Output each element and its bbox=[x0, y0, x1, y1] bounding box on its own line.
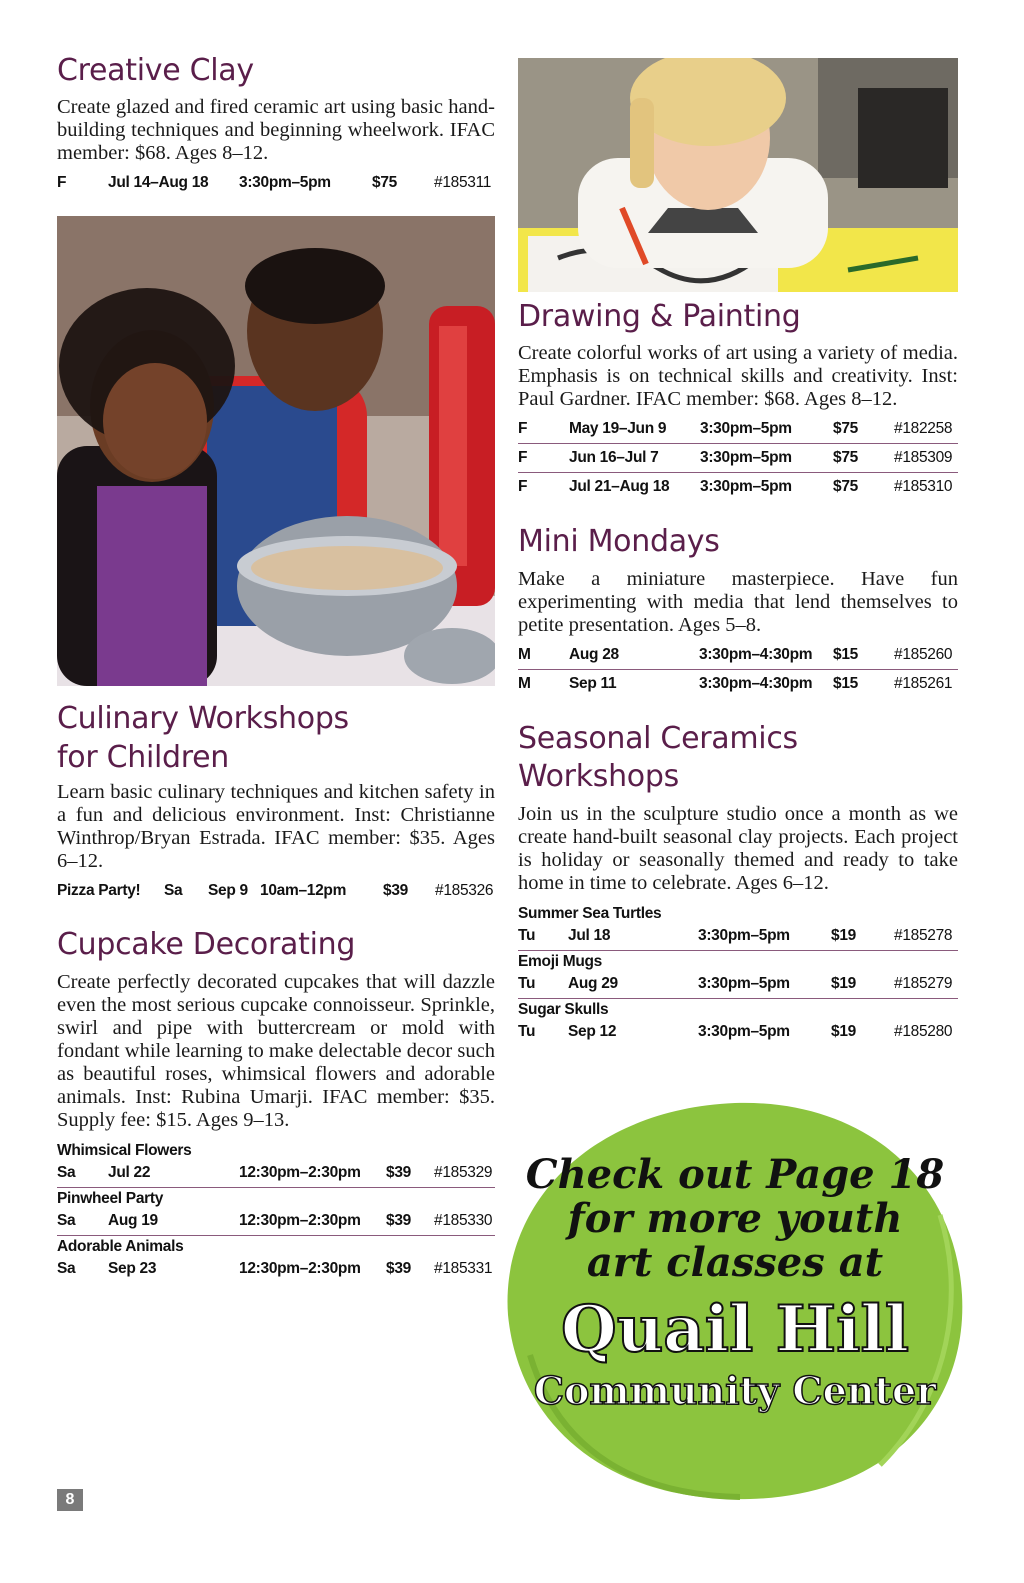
course-code: #185279 bbox=[894, 975, 953, 993]
day: M bbox=[518, 645, 531, 663]
table-row bbox=[57, 1160, 495, 1188]
workshop-name: Whimsical Flowers bbox=[57, 1141, 192, 1159]
table-row bbox=[518, 923, 958, 951]
time: 3:30pm–5pm bbox=[700, 449, 792, 467]
kids-cooking-photo bbox=[57, 216, 495, 686]
time: 12:30pm–2:30pm bbox=[239, 1260, 361, 1278]
workshop-name-row bbox=[57, 1188, 495, 1208]
table-row bbox=[518, 473, 958, 501]
date: Aug 29 bbox=[568, 975, 618, 993]
workshop-name-row bbox=[57, 1236, 495, 1256]
child-drawing-photo bbox=[518, 58, 958, 292]
price: $19 bbox=[831, 975, 856, 993]
day: Tu bbox=[518, 975, 536, 993]
price: $39 bbox=[386, 1212, 411, 1230]
promo-line4: Quail Hill bbox=[560, 1292, 910, 1367]
date: Aug 19 bbox=[108, 1212, 158, 1230]
promo-line3: art classes at bbox=[586, 1239, 884, 1286]
table-row bbox=[518, 641, 958, 670]
table-row bbox=[57, 169, 495, 196]
drawing-section bbox=[518, 298, 958, 501]
table-row bbox=[57, 1208, 495, 1236]
seasonal-ceramics-schedule bbox=[518, 903, 958, 1046]
time: 3:30pm–5pm bbox=[698, 927, 790, 945]
date: Jul 14–Aug 18 bbox=[108, 173, 209, 191]
cupcake-title: Cupcake Decorating bbox=[57, 927, 356, 963]
table-row bbox=[518, 971, 958, 999]
price: $75 bbox=[372, 173, 397, 191]
day: Sa bbox=[57, 1164, 76, 1182]
date: Jun 16–Jul 7 bbox=[569, 449, 659, 467]
workshop-name: Sugar Skulls bbox=[518, 1000, 609, 1018]
workshop-name-row bbox=[518, 951, 958, 971]
price: $75 bbox=[833, 478, 858, 496]
time: 3:30pm–5pm bbox=[239, 173, 331, 191]
time: 12:30pm–2:30pm bbox=[239, 1212, 361, 1230]
table-row bbox=[518, 444, 958, 473]
promo-line1: Check out Page 18 bbox=[525, 1151, 945, 1198]
workshop-name: Adorable Animals bbox=[57, 1237, 184, 1255]
course-code: #182258 bbox=[894, 420, 953, 438]
drawing-desc: Create colorful works of art using a variety of media. Emphasis is on technical skills and creativity. Inst: Paul Gardner. IFAC member: $68. Ages 8–12. bbox=[518, 342, 958, 411]
date: Sep 23 bbox=[108, 1260, 157, 1278]
date: Sep 12 bbox=[568, 1023, 617, 1041]
price: $39 bbox=[386, 1260, 411, 1278]
creative-clay-title: Creative Clay bbox=[57, 53, 254, 88]
culinary-desc: Learn basic culinary techniques and kitchen safety in a fun and delicious environment. Inst: Christianne Winthrop/Bryan Estrada. IFAC member: $35. Ages 6–12. bbox=[57, 781, 495, 873]
time: 3:30pm–4:30pm bbox=[699, 645, 813, 663]
course-code: #185331 bbox=[434, 1260, 493, 1278]
course-code: #185311 bbox=[434, 173, 492, 191]
date: Jul 21–Aug 18 bbox=[569, 478, 670, 496]
cupcake-schedule bbox=[57, 1140, 495, 1283]
date: Aug 28 bbox=[569, 645, 619, 663]
day: Sa bbox=[57, 1212, 76, 1230]
price: $15 bbox=[833, 674, 858, 692]
table-row bbox=[518, 1019, 958, 1046]
creative-clay-schedule bbox=[57, 169, 495, 196]
day: M bbox=[518, 674, 531, 692]
workshop-name: Pizza Party! bbox=[57, 881, 141, 899]
cupcake-section bbox=[57, 926, 495, 1282]
price: $19 bbox=[831, 927, 856, 945]
course-code: #185260 bbox=[894, 645, 953, 663]
seasonal-ceramics-title: Seasonal Ceramics Workshops bbox=[518, 720, 798, 795]
price: $75 bbox=[833, 449, 858, 467]
day: F bbox=[57, 173, 67, 191]
date: Jul 22 bbox=[108, 1164, 151, 1182]
table-row bbox=[57, 877, 495, 904]
creative-clay-desc: Create glazed and fired ceramic art using basic hand-building techniques and beginning wheelwork. IFAC member: $68. Ages 8–12. bbox=[57, 96, 495, 165]
mini-mondays-title: Mini Mondays bbox=[518, 524, 720, 560]
day: Tu bbox=[518, 927, 536, 945]
course-code: #185278 bbox=[894, 927, 953, 945]
drawing-title: Drawing & Painting bbox=[518, 299, 801, 334]
table-row bbox=[518, 670, 958, 698]
course-code: #185309 bbox=[894, 449, 953, 467]
mini-mondays-section bbox=[518, 523, 958, 697]
date: Jul 18 bbox=[568, 927, 611, 945]
mini-mondays-desc: Make a miniature masterpiece. Have fun experimenting with media that lend themselves to petite presentation. Ages 5–8. bbox=[518, 567, 958, 636]
date: Sep 9 bbox=[208, 881, 248, 899]
price: $75 bbox=[833, 420, 858, 438]
seasonal-ceramics-desc: Join us in the sculpture studio once a month as we create hand-built seasonal clay projects. Each project is holiday or seasonally themed and ready to take home in time to celebrate. Ages 6–12. bbox=[518, 802, 958, 894]
culinary-schedule bbox=[57, 877, 495, 904]
seasonal-ceramics-section bbox=[518, 720, 958, 1046]
table-row bbox=[518, 415, 958, 444]
creative-clay-section bbox=[57, 52, 495, 196]
culinary-section bbox=[57, 700, 495, 904]
page-number: 8 bbox=[57, 1489, 83, 1511]
time: 3:30pm–5pm bbox=[698, 1023, 790, 1041]
promo-text bbox=[500, 1153, 970, 1413]
quail-hill-promo bbox=[500, 1095, 970, 1505]
course-code: #185326 bbox=[435, 881, 494, 899]
workshop-name: Emoji Mugs bbox=[518, 952, 602, 970]
culinary-title bbox=[57, 700, 495, 777]
day: F bbox=[518, 420, 528, 438]
mini-mondays-schedule bbox=[518, 641, 958, 698]
workshop-name: Summer Sea Turtles bbox=[518, 904, 662, 922]
table-row bbox=[57, 1256, 495, 1283]
course-code: #185310 bbox=[894, 478, 953, 496]
culinary-title-line2: for Children bbox=[57, 739, 230, 775]
workshop-name-row bbox=[57, 1140, 495, 1160]
promo-line5: Community Center bbox=[533, 1368, 937, 1413]
price: $19 bbox=[831, 1023, 856, 1041]
drawing-schedule bbox=[518, 415, 958, 501]
workshop-name: Pinwheel Party bbox=[57, 1189, 164, 1207]
workshop-name-row bbox=[518, 999, 958, 1019]
day: Sa bbox=[164, 881, 183, 899]
day: Tu bbox=[518, 1023, 536, 1041]
time: 3:30pm–5pm bbox=[700, 420, 792, 438]
drawing-photo bbox=[518, 58, 958, 292]
course-code: #185329 bbox=[434, 1164, 493, 1182]
price: $15 bbox=[833, 645, 858, 663]
price: $39 bbox=[383, 881, 408, 899]
day: Sa bbox=[57, 1260, 76, 1278]
course-code: #185280 bbox=[894, 1023, 953, 1041]
culinary-photo bbox=[57, 216, 495, 686]
date: Sep 11 bbox=[569, 674, 617, 692]
time: 3:30pm–5pm bbox=[698, 975, 790, 993]
day: F bbox=[518, 478, 528, 496]
course-code: #185261 bbox=[894, 674, 953, 692]
workshop-name-row bbox=[518, 903, 958, 923]
cupcake-desc: Create perfectly decorated cupcakes that will dazzle even the most serious cupcake connoisseur. Sprinkle, swirl and pipe with buttercream or mold with fondant while learning to make delectable decor such as beautiful roses, whimsical flowers and adorable animals. Inst: Rubina Umarji. IFAC member: $35. Supply fee: $15. Ages 9–13. bbox=[57, 970, 495, 1131]
day: F bbox=[518, 449, 528, 467]
date: May 19–Jun 9 bbox=[569, 420, 667, 438]
promo-line2: for more youth bbox=[567, 1195, 903, 1242]
time: 12:30pm–2:30pm bbox=[239, 1164, 361, 1182]
course-code: #185330 bbox=[434, 1212, 493, 1230]
time: 3:30pm–4:30pm bbox=[699, 674, 813, 692]
left-column bbox=[57, 52, 495, 1309]
time: 10am–12pm bbox=[260, 881, 347, 899]
culinary-title-line1: Culinary Workshops bbox=[57, 701, 349, 737]
time: 3:30pm–5pm bbox=[700, 478, 792, 496]
price: $39 bbox=[386, 1164, 411, 1182]
right-column bbox=[518, 58, 958, 1072]
